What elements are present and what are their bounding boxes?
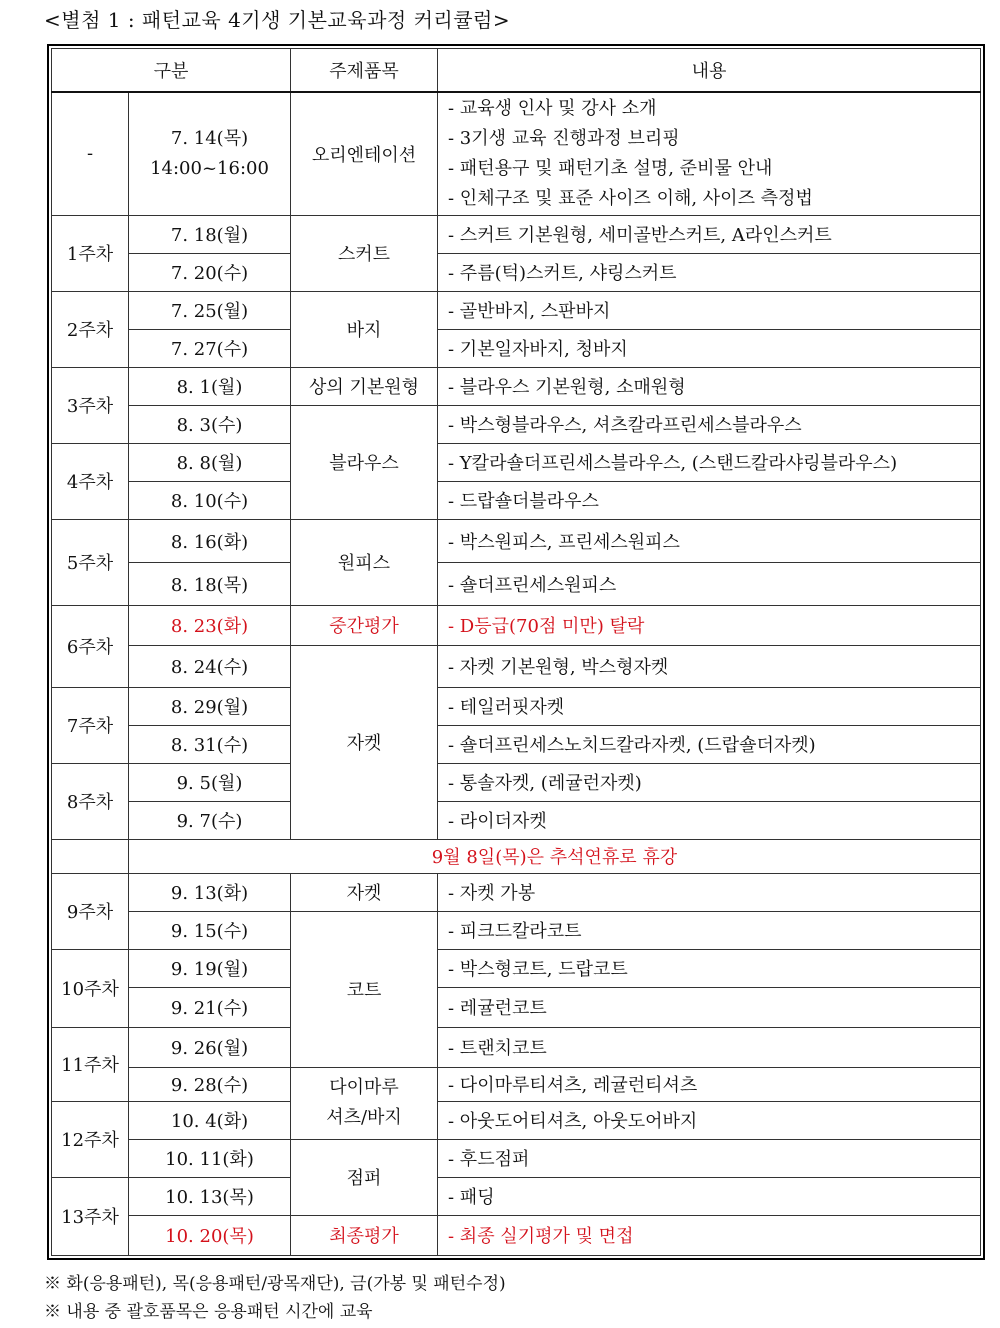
topic-cell: 중간평가 [291,605,438,645]
week-cell: 5주차 [52,519,129,605]
content-cell: - D등급(70점 미만) 탈락 [438,605,981,645]
content-cell: - 최종 실기평가 및 면접 [438,1215,981,1255]
content-cell: - 피크드칼라코트 [438,911,981,949]
date-cell: 8. 31(수) [129,725,291,763]
date-cell: 9. 15(수) [129,911,291,949]
table-row [52,801,981,839]
week-cell: 9주차 [52,873,129,949]
date-cell: 8. 23(화) [129,605,291,645]
date-text: 7. 14(목) [170,127,249,149]
date-cell: 9. 13(화) [129,873,291,911]
date-cell: 10. 13(목) [129,1177,291,1215]
table-row [52,1027,981,1067]
week-cell: 1주차 [52,215,129,291]
content-line: - 패턴용구 및 패턴기초 설명, 준비물 안내 [448,157,773,179]
date-cell: 8. 24(수) [129,645,291,687]
date-cell: 8. 3(수) [129,405,291,443]
week-cell [52,839,129,873]
content-cell: - 레귤런코트 [438,987,981,1027]
content-cell: - 트랜치코트 [438,1027,981,1067]
date-cell: 8. 16(화) [129,519,291,562]
date-cell: 10. 20(목) [129,1215,291,1255]
topic-cell: 블라우스 [291,405,438,519]
table-row [52,291,981,329]
table-row [52,367,981,405]
week-cell: 7주차 [52,687,129,763]
content-cell: - 숄더프린세스노치드칼라자켓, (드랍숄더자켓) [438,725,981,763]
date-cell: 9. 7(수) [129,801,291,839]
content-cell: - Y칼라숄더프린세스블라우스, (스탠드칼라샤링블라우스) [438,443,981,481]
topic-cell: 다이마루 셔츠/바지 [291,1067,438,1139]
content-cell: - 기본일자바지, 청바지 [438,329,981,367]
footnote-line: ※ 내용 중 괄호품목은 응용패턴 시간에 교육 [44,1302,373,1322]
holiday-notice: 9월 8일(목)은 추석연휴로 휴강 [129,839,981,873]
week-cell: 2주차 [52,291,129,367]
content-cell: - 골반바지, 스판바지 [438,291,981,329]
topic-cell: 최종평가 [291,1215,438,1255]
content-cell: - 자켓 가봉 [438,873,981,911]
table-row [52,215,981,253]
content-cell: - 통솔자켓, (레귤런자켓) [438,763,981,801]
date-cell: 9. 21(수) [129,987,291,1027]
topic-cell: 코트 [291,911,438,1067]
week-cell: 8주차 [52,763,129,839]
date-cell: 10. 4(화) [129,1101,291,1139]
table-row [52,763,981,801]
topic-cell: 자켓 [291,873,438,911]
date-cell: 8. 29(월) [129,687,291,725]
content-line: - 교육생 인사 및 강사 소개 [448,97,657,119]
table-row [52,1215,981,1255]
content-cell: - 드랍숄더블라우스 [438,481,981,519]
topic-cell: 오리엔테이션 [291,92,438,215]
content-cell [438,92,981,215]
topic-cell: 스커트 [291,215,438,291]
table-row [52,562,981,605]
content-cell: - 테일러핏자켓 [438,687,981,725]
header-gubun: 구분 [52,49,291,93]
date-cell: 8. 8(월) [129,443,291,481]
header-content: 내용 [438,49,981,93]
document-title: <별첨 1 : 패턴교육 4기생 기본교육과정 커리큘럼> [44,8,511,32]
curriculum-table-frame [47,44,985,1260]
content-cell: - 박스형블라우스, 셔츠칼라프린세스블라우스 [438,405,981,443]
date-cell: 7. 27(수) [129,329,291,367]
content-cell: - 숄더프린세스원피스 [438,562,981,605]
week-cell: 3주차 [52,367,129,443]
table-row [52,481,981,519]
table-row [52,1139,981,1177]
table-row [52,987,981,1027]
topic-cell: 바지 [291,291,438,367]
table-row [52,687,981,725]
table-row [52,605,981,645]
table-row [52,519,981,562]
content-cell: - 후드점퍼 [438,1139,981,1177]
content-cell: - 아웃도어티셔츠, 아웃도어바지 [438,1101,981,1139]
holiday-row [52,839,981,873]
week-cell: 4주차 [52,443,129,519]
footnote-line: ※ 화(응용패턴), 목(응용패턴/광목재단), 금(가봉 및 패턴수정) [44,1274,506,1294]
date-cell: 9. 19(월) [129,949,291,987]
week-cell: 11주차 [52,1027,129,1101]
content-cell: - 스커트 기본원형, 세미골반스커트, A라인스커트 [438,215,981,253]
topic-cell: 점퍼 [291,1139,438,1215]
content-cell: - 라이더자켓 [438,801,981,839]
date-cell [129,92,291,215]
table-row [52,949,981,987]
date-cell: 10. 11(화) [129,1139,291,1177]
content-cell: - 주름(턱)스커트, 샤링스커트 [438,253,981,291]
date-cell: 9. 26(월) [129,1027,291,1067]
content-cell: - 박스형코트, 드랍코트 [438,949,981,987]
footnotes [44,1270,506,1326]
date-cell: 7. 18(월) [129,215,291,253]
date-cell: 8. 18(목) [129,562,291,605]
date-cell: 7. 20(수) [129,253,291,291]
table-row [52,645,981,687]
table-row [52,911,981,949]
content-line: - 3기생 교육 진행과정 브리핑 [448,127,680,149]
week-cell: 13주차 [52,1177,129,1255]
week-cell: - [52,92,129,215]
topic-cell: 자켓 [291,645,438,839]
table-row [52,873,981,911]
date-cell: 8. 10(수) [129,481,291,519]
curriculum-table [51,48,981,1256]
week-cell: 6주차 [52,605,129,687]
date-cell: 8. 1(월) [129,367,291,405]
table-header-row [52,49,981,93]
table-row [52,253,981,291]
date-cell: 7. 25(월) [129,291,291,329]
table-row [52,92,981,215]
content-cell: - 패딩 [438,1177,981,1215]
topic-cell: 상의 기본원형 [291,367,438,405]
table-row [52,1067,981,1101]
date-cell: 9. 28(수) [129,1067,291,1101]
content-cell: - 블라우스 기본원형, 소매원형 [438,367,981,405]
week-cell: 12주차 [52,1101,129,1177]
table-row [52,405,981,443]
table-row [52,1177,981,1215]
content-line: - 인체구조 및 표준 사이즈 이해, 사이즈 측정법 [448,187,813,209]
content-cell: - 박스원피스, 프린세스원피스 [438,519,981,562]
table-row [52,1101,981,1139]
header-topic: 주제품목 [291,49,438,93]
topic-cell: 원피스 [291,519,438,605]
time-text: 14:00~16:00 [150,157,269,179]
table-row [52,443,981,481]
content-cell: - 다이마루티셔츠, 레귤런티셔츠 [438,1067,981,1101]
content-cell: - 자켓 기본원형, 박스형자켓 [438,645,981,687]
table-row [52,329,981,367]
table-row [52,725,981,763]
week-cell: 10주차 [52,949,129,1027]
date-cell: 9. 5(월) [129,763,291,801]
